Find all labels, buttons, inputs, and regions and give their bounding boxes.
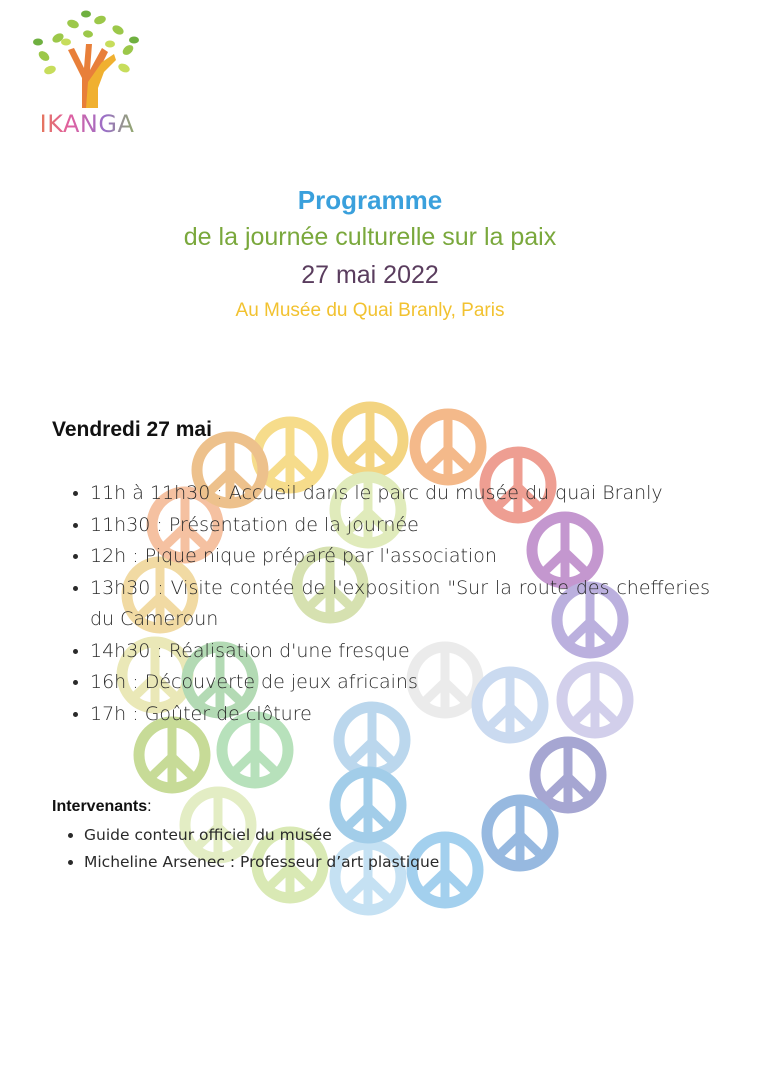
brand-name: IKANGA (28, 110, 146, 138)
speaker-item: • Guide conteur officiel du musée (84, 822, 439, 849)
schedule-item: • 11h à 11h30 : Accueil dans le parc du musée du quai Branly (90, 478, 710, 510)
schedule-item: • 14h30 : Réalisation d'une fresque (90, 636, 710, 668)
schedule-item: • 12h : Pique nique préparé par l'association (90, 541, 710, 573)
speakers-list (64, 822, 439, 876)
header (0, 182, 740, 328)
event-location: Au Musée du Quai Branly, Paris (235, 300, 505, 321)
tree-hands-icon (28, 8, 146, 112)
schedule-item: • 17h : Goûter de clôture (90, 699, 710, 731)
ikanga-logo (28, 8, 146, 136)
event-date: 27 mai 2022 (301, 261, 439, 289)
speakers-title: Intervenants (52, 798, 148, 815)
peace-sign-icon (415, 414, 481, 480)
page-subtitle: de la journée culturelle sur la paix (183, 223, 557, 251)
page-title: Programme (297, 185, 443, 215)
speakers-colon: : (147, 798, 152, 815)
schedule-item: • 16h : Découverte de jeux africains (90, 667, 710, 699)
schedule-item: • 13h30 : Visite contée de l'exposition "Sur la route des chefferies du Cameroun (90, 573, 710, 636)
schedule-item: • 11h30 : Présentation de la journée (90, 510, 710, 542)
speakers-heading (52, 798, 152, 816)
speaker-item: • Micheline Arsenec : Professeur d’art plastique (84, 849, 439, 876)
peace-sign-icon (139, 722, 205, 788)
program-day: Vendredi 27 mai (52, 418, 212, 441)
peace-sign-icon (535, 742, 601, 808)
peace-sign-icon (337, 407, 403, 473)
peace-sign-icon (487, 800, 553, 866)
schedule-list (68, 478, 710, 730)
